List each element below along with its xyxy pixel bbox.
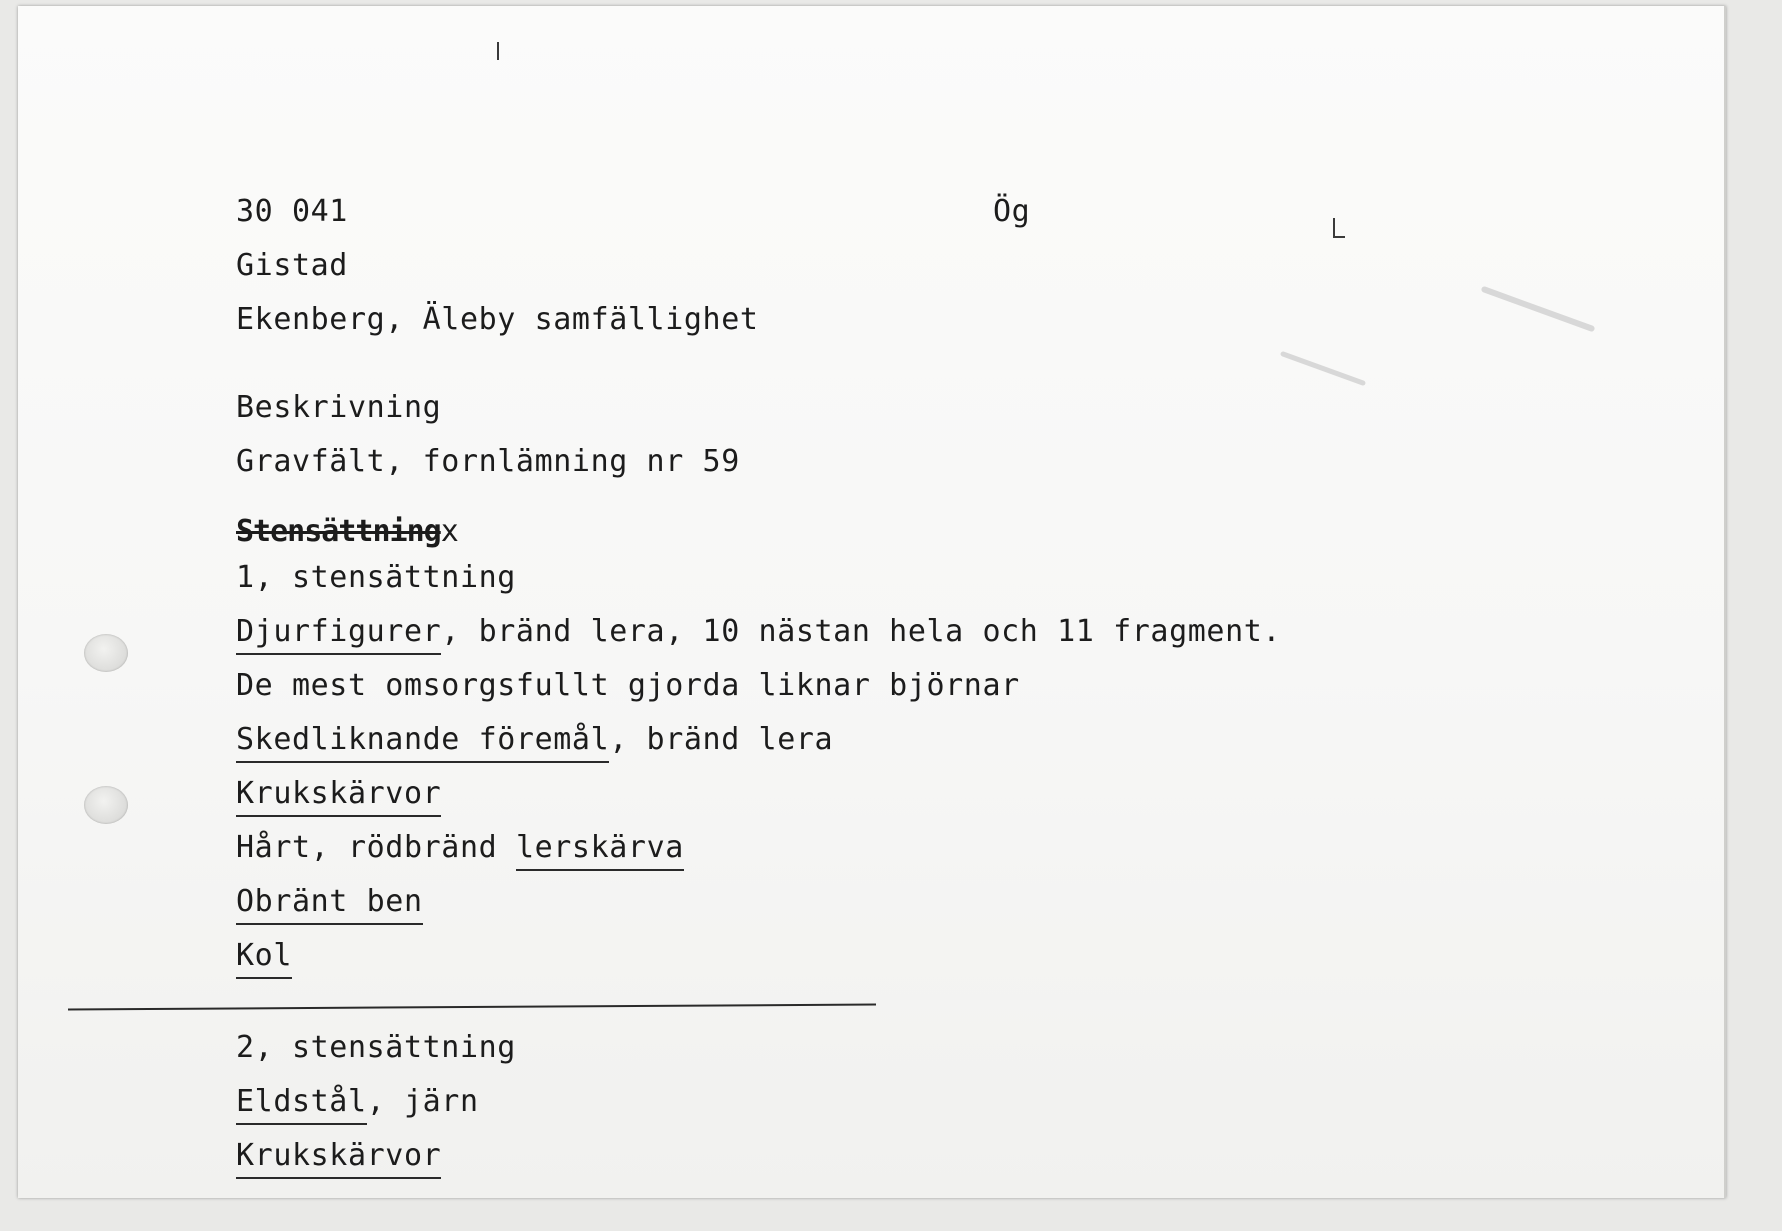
- region-code: Ög: [993, 194, 1031, 229]
- site-name: Ekenberg, Äleby samfällighet: [236, 302, 759, 337]
- find-details: Hårt, rödbränd: [236, 830, 516, 865]
- struck-suffix: x: [440, 514, 460, 549]
- smudge-mark: [1280, 351, 1366, 386]
- find-type: Krukskärvor: [236, 1138, 441, 1179]
- group1-heading: 1, stensättning: [236, 560, 516, 595]
- struck-word: Stensättning: [236, 514, 441, 549]
- card-number: 30 041: [236, 194, 348, 229]
- find-type: Djurfigurer: [236, 614, 441, 655]
- group1-item-animal-figures: [236, 614, 1281, 650]
- find-details: , järn: [366, 1084, 479, 1119]
- find-details: , bränd lera, 10 nästan hela och 11 fragment.: [441, 614, 1282, 649]
- pencil-mark: [1333, 218, 1335, 238]
- find-type: Kol: [236, 938, 292, 979]
- pencil-mark: [497, 42, 499, 60]
- pencil-mark: [1335, 236, 1345, 238]
- group1-item-note: De mest omsorgsfullt gjorda liknar björnar: [236, 668, 1020, 703]
- group2-heading: 2, stensättning: [236, 1030, 516, 1065]
- group2-item-potsherds: [236, 1138, 441, 1174]
- find-type: lerskärva: [516, 830, 684, 871]
- description-text: Gravfält, fornlämning nr 59: [236, 444, 740, 479]
- punch-hole-top: [84, 634, 128, 672]
- group1-item-unburnt-bone: [236, 884, 423, 920]
- find-type: Obränt ben: [236, 884, 423, 925]
- punch-hole-bottom: [84, 786, 128, 824]
- group1-item-charcoal: [236, 938, 292, 974]
- group1-item-clay-shard: [236, 830, 684, 866]
- section-heading: Beskrivning: [236, 390, 442, 425]
- section-divider: [68, 1004, 876, 1011]
- smudge-mark: [1481, 286, 1596, 333]
- find-type: Skedliknande föremål: [236, 722, 609, 763]
- find-type: Eldstål: [236, 1084, 367, 1125]
- struck-out-text: [236, 514, 459, 550]
- group1-item-spoon-objects: [236, 722, 833, 758]
- catalog-card: [18, 6, 1726, 1198]
- group1-item-potsherds: [236, 776, 441, 812]
- find-type: Krukskärvor: [236, 776, 441, 817]
- parish-name: Gistad: [236, 248, 348, 283]
- find-details: , bränd lera: [609, 722, 834, 757]
- group2-item-fire-steel: [236, 1084, 479, 1120]
